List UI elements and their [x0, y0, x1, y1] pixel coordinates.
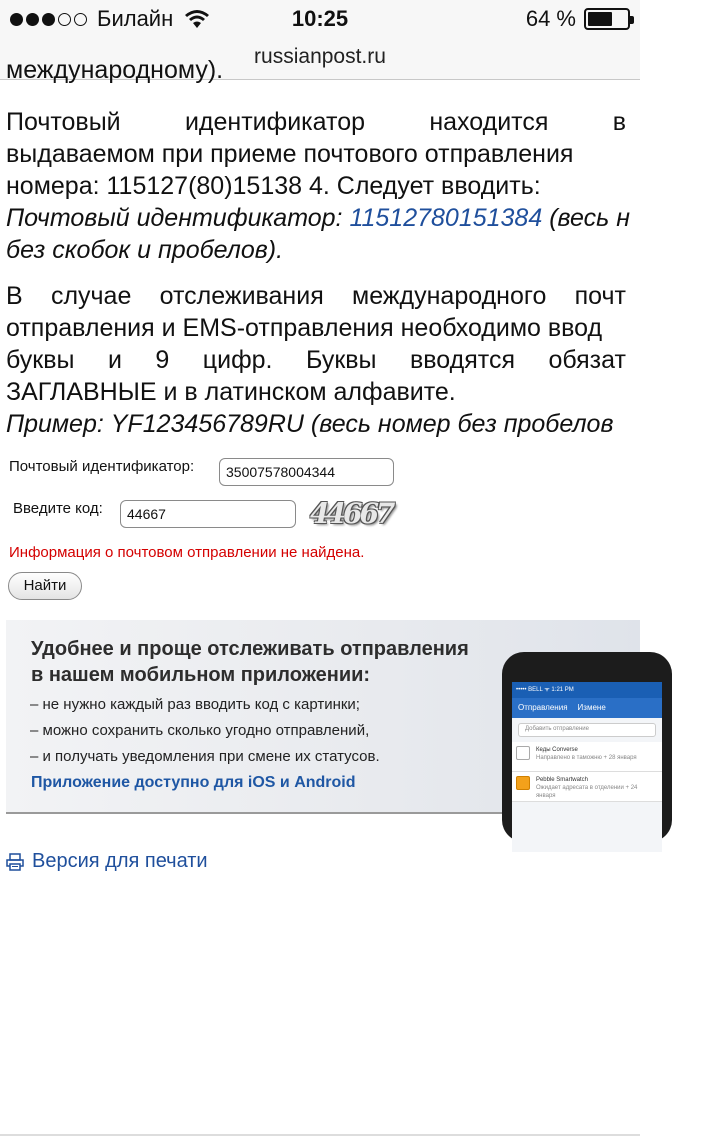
phone-item-title: Кеды Converse [536, 747, 578, 753]
captcha-code-input[interactable]: 44667 [120, 500, 296, 528]
example-id-link[interactable]: 11512780151384 [349, 204, 543, 232]
banner-title-line2: в нашем мобильном приложении: [31, 664, 371, 686]
signal-dot [26, 13, 39, 26]
word: В [6, 282, 23, 310]
international-instructions-paragraph [6, 280, 706, 440]
status-left [10, 6, 211, 32]
carrier-name: Билайн [97, 6, 174, 31]
banner-benefit: – не нужно каждый раз вводить код с картинки; [30, 696, 360, 713]
phone-status-bar: ••••• BELL ᯤ 1:21 PM [512, 682, 662, 698]
battery-tip [630, 16, 634, 24]
banner-app-availability: Приложение доступно для iOS и Android [31, 774, 356, 791]
para2-line1 [6, 280, 626, 312]
phone-tab: Измене [577, 703, 606, 712]
word: буквы [6, 346, 75, 374]
code-label: Введите код: [13, 500, 103, 517]
word: международного [352, 282, 547, 310]
error-message: Информация о почтовом отправлении не найдена. [9, 544, 365, 561]
banner-benefit: – и получать уведомления при смене их статусов. [30, 748, 380, 765]
phone-item-text [536, 776, 658, 797]
example-suffix: (весь н [542, 204, 630, 232]
phone-tab: Отправления [518, 703, 568, 712]
status-bar [0, 0, 640, 40]
signal-strength-icon [10, 13, 87, 26]
para2-line5: Пример: YF123456789RU (весь номер без пробелов [6, 410, 614, 438]
battery-icon [584, 8, 630, 30]
para2-line3 [6, 344, 626, 376]
word: вводятся [410, 346, 515, 374]
phone-tabs [512, 698, 662, 718]
para2-line4: ЗАГЛАВНЫЕ и в латинском алфавите. [6, 378, 456, 406]
phone-search: Добавить отправление [518, 723, 656, 737]
word: отслеживания [159, 282, 324, 310]
mobile-app-banner[interactable] [6, 620, 640, 814]
print-version-link[interactable] [6, 850, 208, 873]
word: Буквы [305, 346, 377, 374]
id-instructions-paragraph [6, 106, 706, 266]
printer-icon [6, 853, 24, 871]
captcha-image: 44667 [310, 497, 393, 530]
phone-item-text [536, 746, 637, 767]
word: случае [50, 282, 132, 310]
word: в [612, 108, 626, 136]
word: и [107, 346, 122, 374]
word: Почтовый [6, 108, 121, 136]
clock: 10:25 [291, 6, 349, 31]
search-button[interactable]: Найти [8, 572, 82, 600]
signal-dot [74, 13, 87, 26]
para1-line5: без скобок и пробелов). [6, 236, 284, 264]
banner-title [31, 636, 469, 688]
phone-screen [512, 682, 662, 852]
tracking-id-input[interactable]: 35007578004344 [219, 458, 394, 486]
para2-line2: отправления и EMS-отправления необходимо ввод [6, 314, 603, 342]
word: идентификатор [184, 108, 365, 136]
word: цифр. [202, 346, 273, 374]
phone-list-item [512, 772, 662, 802]
package-icon [516, 746, 530, 760]
wifi-icon [183, 8, 211, 30]
phone-mockup [502, 652, 672, 842]
package-icon [516, 776, 530, 790]
para1-line3: номера: 115127(80)15138 4. Следует вводить: [6, 172, 541, 200]
phone-item-sub: Направлено в таможню + 28 января [536, 755, 637, 761]
example-label: Почтовый идентификатор: [6, 204, 350, 232]
cut-off-text: международному). [6, 56, 224, 84]
para1-line4 [6, 202, 706, 234]
tracking-id-label: Почтовый идентификатор: [9, 458, 195, 475]
banner-benefits [30, 692, 380, 770]
banner-benefit: – можно сохранить сколько угодно отправлений, [30, 722, 370, 739]
phone-list-item [512, 742, 662, 772]
para1-line2: выдаваемом при приеме почтового отправления [6, 140, 574, 168]
signal-dot [10, 13, 23, 26]
signal-dot [42, 13, 55, 26]
signal-dot [58, 13, 71, 26]
word: 9 [155, 346, 170, 374]
status-right [526, 6, 630, 32]
battery-percent: 64 % [525, 6, 576, 31]
banner-title-line1: Удобнее и проще отслеживать отправления [31, 638, 469, 660]
phone-item-title: Pebble Smartwatch [535, 777, 588, 783]
word: почт [574, 282, 626, 310]
address-bar[interactable]: russianpost.ru [0, 40, 640, 80]
battery-level [588, 12, 612, 26]
para1-line1 [6, 106, 626, 138]
word: обязат [548, 346, 626, 374]
phone-item-sub: Ожидает адресата в отделении + 24 января [535, 785, 638, 799]
word: находится [429, 108, 549, 136]
print-version-label: Версия для печати [32, 850, 208, 872]
